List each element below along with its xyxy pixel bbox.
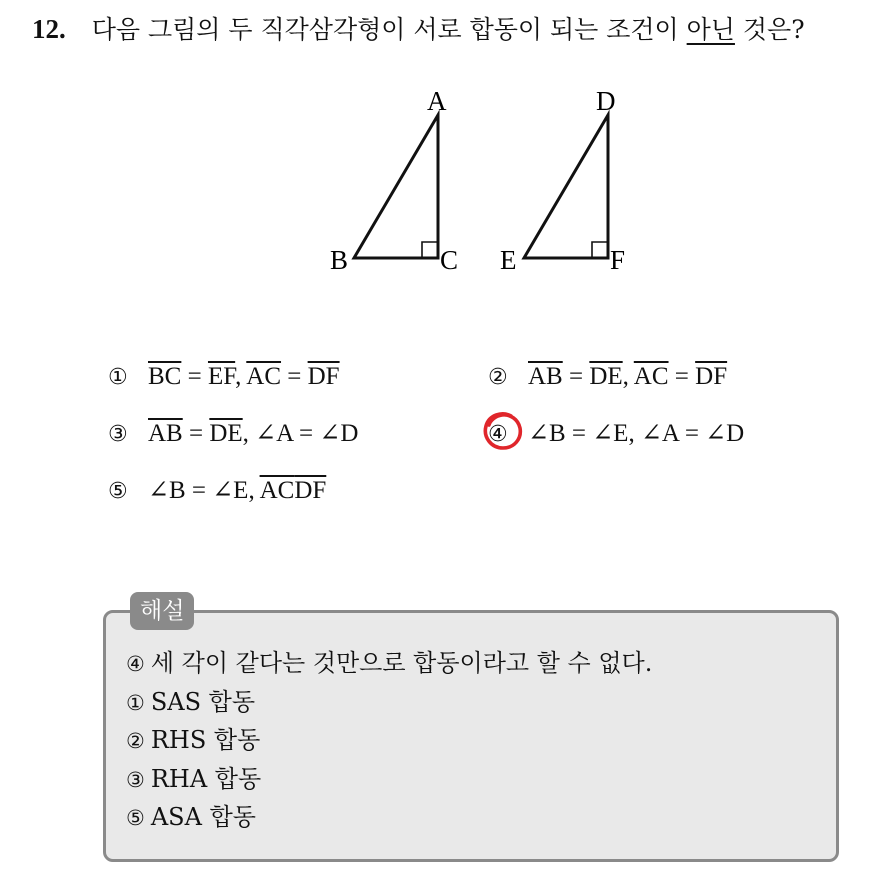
question-number: 12. — [32, 14, 66, 44]
choice-3[interactable] — [108, 417, 358, 452]
separator: , — [622, 363, 634, 390]
explanation-text: ASA 합동 — [150, 803, 256, 831]
choice-mark: ⑤ — [108, 479, 128, 504]
triangle-abc — [354, 115, 438, 258]
segment: $\overline{AB}$ — [148, 420, 183, 447]
segment: $\overline{AC}$ — [246, 363, 282, 390]
segment: $\overline{AB}$ — [528, 363, 563, 390]
vertex-label-b: B — [330, 245, 349, 275]
angle-equation: ∠A = ∠D — [255, 420, 359, 447]
vertex-label-d: D — [596, 86, 616, 116]
segment: $\overline{DF}$ — [695, 363, 728, 390]
question-stem-tail: 것은? — [734, 15, 805, 44]
explanation-mark: ② — [126, 729, 145, 753]
triangle-def — [524, 115, 608, 258]
segment: $\overline{AC}$ — [633, 363, 669, 390]
choice-1[interactable] — [108, 360, 340, 395]
triangles-figure — [320, 80, 650, 290]
question-emphasis: 아닌 — [686, 15, 735, 44]
explanation-line — [126, 722, 652, 761]
segment: $\overline{DE}$ — [589, 363, 623, 390]
separator: , — [242, 420, 256, 447]
explanation-line — [126, 684, 652, 723]
explanation-text: RHA 합동 — [150, 764, 262, 793]
explanation-lines — [126, 645, 652, 838]
choice-2[interactable] — [488, 360, 727, 395]
vertex-label-f: F — [610, 245, 626, 275]
separator: , — [248, 477, 260, 504]
segment: $\overline{DE}$ — [209, 420, 243, 447]
equals-sign: = — [182, 420, 210, 447]
choice-mark: ④ — [488, 422, 508, 447]
choice-4[interactable] — [488, 417, 744, 452]
choice-5[interactable] — [108, 474, 326, 509]
angle-equation: ∠A = ∠D — [640, 420, 745, 447]
choice-mark: ① — [108, 365, 128, 390]
explanation-line — [126, 645, 652, 684]
equals-sign: = — [281, 363, 308, 390]
segment: $\overline{AC}$ — [259, 477, 295, 504]
segment: $\overline{DF}$ — [307, 363, 340, 390]
explanation-text: RHS 합동 — [150, 726, 261, 754]
explanation-text: 세 각이 같다는 것만으로 합동이라고 할 수 없다. — [150, 649, 653, 677]
equals-sign: = — [181, 363, 208, 390]
angle-equation: ∠B = ∠E — [148, 477, 249, 504]
question-stem: 다음 그림의 두 직각삼각형이 서로 합동이 되는 조건이 — [91, 15, 687, 44]
explanation-mark: ③ — [126, 767, 145, 792]
vertex-label-c: C — [440, 245, 459, 275]
vertex-label-e: E — [500, 245, 517, 275]
explanation-mark: ① — [126, 690, 145, 715]
vertex-label-a: A — [427, 86, 447, 116]
segment: $\overline{EF}$ — [207, 363, 236, 390]
choice-mark: ② — [488, 365, 508, 390]
question-header — [32, 12, 805, 47]
choice-mark: ③ — [108, 422, 128, 447]
angle-equation: ∠B = ∠E — [528, 420, 629, 447]
equals-sign: = — [562, 363, 590, 390]
segment: $\overline{DF}$ — [294, 477, 327, 504]
explanation-mark: ④ — [126, 652, 145, 676]
explanation-line — [126, 761, 652, 800]
explanation-text: SAS 합동 — [150, 687, 256, 716]
explanation-line — [126, 799, 652, 838]
explanation-tag: 해설 — [130, 592, 194, 630]
segment: $\overline{BC}$ — [148, 363, 182, 390]
equals-sign: = — [668, 363, 696, 390]
explanation-mark: ⑤ — [126, 806, 145, 830]
separator: , — [235, 363, 247, 390]
separator: , — [628, 420, 641, 447]
right-angle-mark-c — [422, 242, 438, 258]
right-angle-mark-f — [592, 242, 608, 258]
